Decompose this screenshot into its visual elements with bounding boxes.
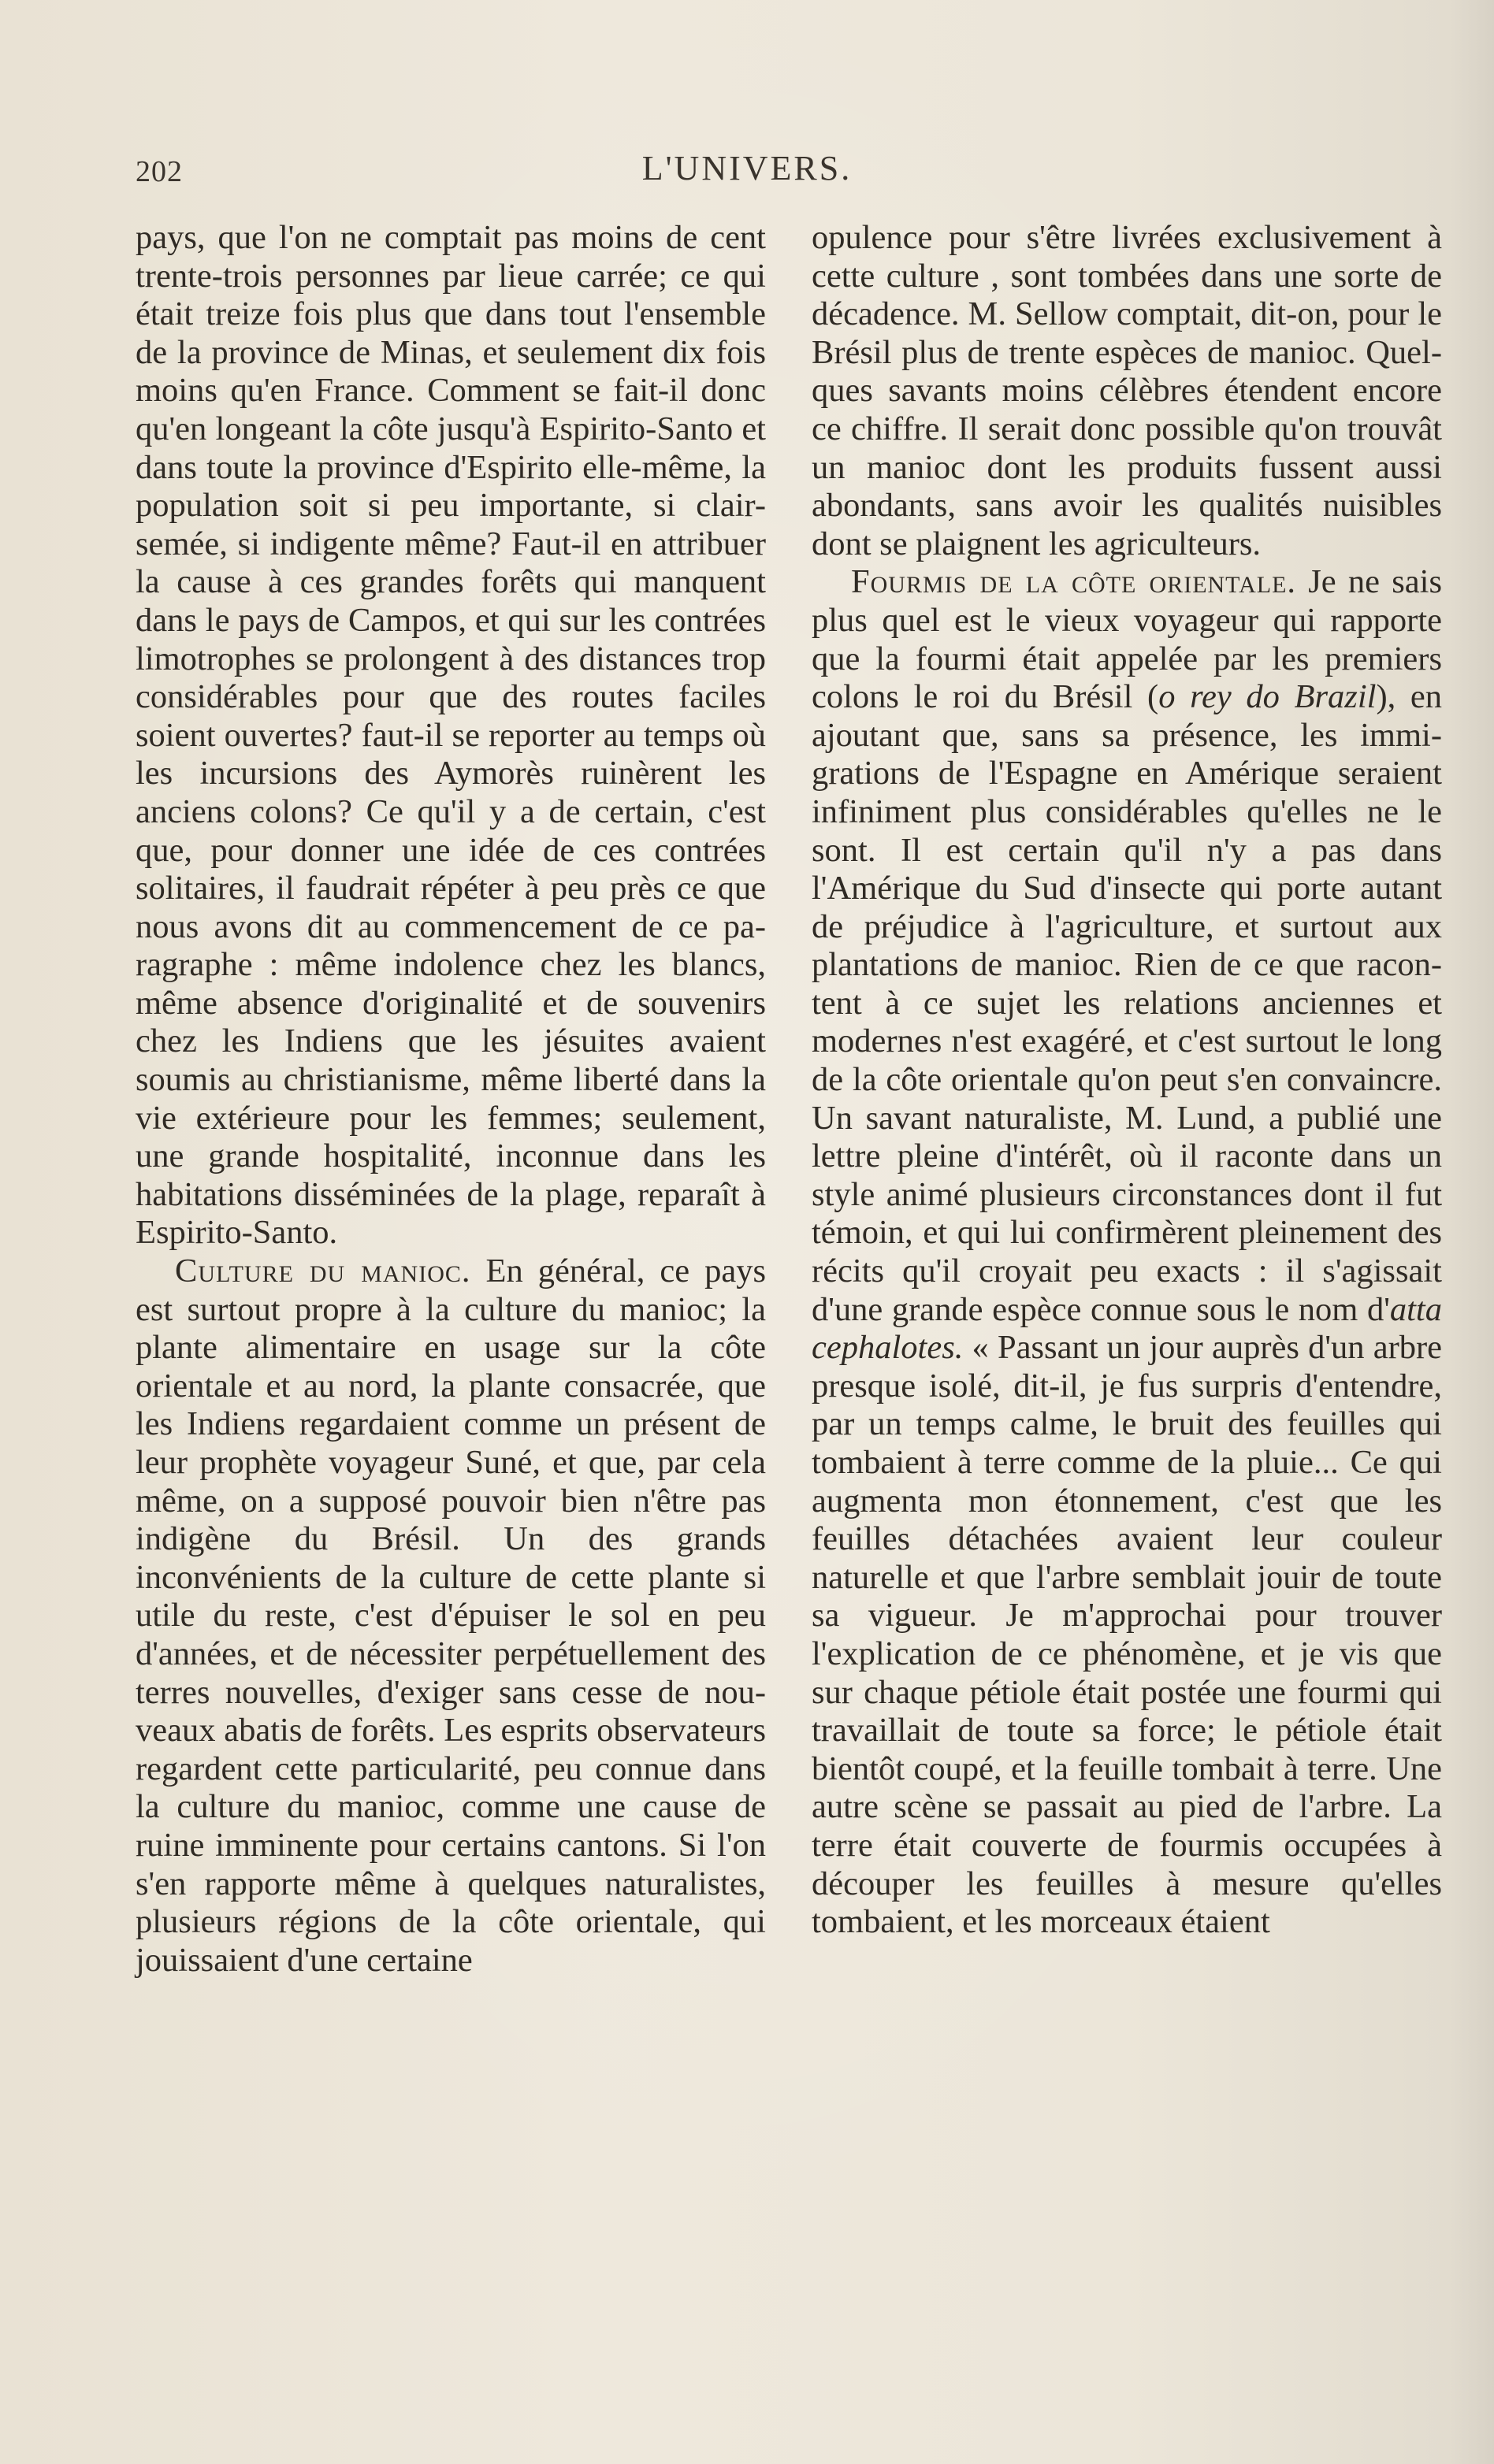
running-title: L'UNIVERS. [641, 149, 853, 187]
paragraph-fourmis [812, 563, 1442, 1941]
paragraph-text: « Passant un jour auprès d'un arbre presque isolé, dit-il, je fus surpris d'entendre, par un temps calme, le bruit des feuilles qui tombaient à terre comme de la pluie... Ce qui augmenta mon étonnement, c'est que les feuilles détachées avaient leur couleur naturelle et que l'arbre semblait jouir de toute sa vigueur. Je m'approchai pour trouver l'explication de ce phénomène, et je vis que sur chaque pétiole était postée une fourmi qui travaillait de toute sa force; le pétiole était bientôt coupé, et la feuille tombait à terre. Une autre scène se passait au pied de l'arbre. La terre était couverte de fourmis occupées à découper les feuilles à mesure qu'elles tombaient, et les morceaux étaient [812, 1329, 1442, 1941]
section-heading-fourmis: Fourmis de la côte orientale. [851, 563, 1297, 601]
species-name: atta cephalotes. [812, 1290, 1442, 1367]
paragraph-culture-du-manioc [136, 1252, 766, 1980]
paragraph-continuation: pays, que l'on ne comptait pas moins de cent trente-trois personnes par lieue carrée; ce qui était treize fois plus que dans tout l'ensemble de la province de Minas, et seulement dix fois moins qu'en France. Comment se fait-il donc qu'en longeant la côte jusqu'à Espirito-Santo et dans toute la province d'Espirito elle-même, la population soit si peu importante, si clair-semée, si indigente même? Faut-il en attribuer la cause à ces grandes forêts qui manquent dans le pays de Campos, et qui sur les contrées limotrophes se prolongent à des distances trop considérables pour que des routes faciles soient ouvertes? faut-il se reporter au temps où les incursions des Aymorès ruinèrent les anciens colons? Ce qu'il y a de certain, c'est que, pour donner une idée de ces contrées solitaires, il faudrait répéter à peu près ce que nous avons dit au commencement de ce paragraphe : même indolence chez les blancs, même absence d'originalité et de souvenirs chez les Indiens que les jésuites avaient soumis au christianisme, même liberté dans la vie extérieure pour les femmes; seulement, une grande hospitalité, inconnue dans les habitations disséminées de la plage, reparaît à Espirito-Santo. [136, 219, 766, 1252]
left-column [136, 219, 766, 1980]
page-number: 202 [136, 155, 183, 188]
right-column [812, 219, 1442, 1942]
paragraph-text: ), en ajoutant que, sans sa présence, les immigrations de l'Espagne en Amérique seraient infiniment plus considérables qu'elles ne le sont. Il est certain qu'il n'y a pas dans l'Amérique du Sud d'insecte qui porte autant de préjudice à l'agriculture, et surtout aux plantations de manioc. Rien de ce que racontent à ce sujet les relations anciennes et modernes n'est exagéré, et c'est surtout le long de la côte orientale qu'on peut s'en convaincre. Un savant naturaliste, M. Lund, a publié une lettre pleine d'intérêt, où il raconte dans un style animé plusieurs circonstances dont il fut témoin, et qui lui confirmèrent pleinement des récits qu'il croyait peu exacts : il s'agissait d'une grande espèce connue sous le nom d' [812, 678, 1442, 1328]
paragraph-continuation: opulence pour s'être livrées exclusivement à cette culture , sont tombées dans une sorte de décadence. M. Sellow comptait, dit-on, pour le Brésil plus de trente espèces de manioc. Quelques savants moins célèbres étendent encore ce chiffre. Il serait donc possible qu'on trouvât un manioc dont les produits fussent aussi abondants, sans avoir les qualités nuisibles dont se plaignent les agriculteurs. [812, 219, 1442, 562]
section-heading-culture-du-manioc: Culture du manioc. [175, 1252, 471, 1290]
paragraph-text: En général, ce pays est surtout propre à la culture du manioc; la plante alimentaire en usage sur la côte orientale et au nord, la plante consacrée, que les Indiens regardaient comme un présent de leur prophète voyageur Suné, et que, par cela même, on a supposé pouvoir bien n'être pas indigène du Brésil. Un des grands inconvénients de la culture de cette plante si utile du reste, c'est d'épuiser le sol en peu d'années, et de nécessiter perpétuellement des terres nouvelles, d'exiger sans cesse de nouveaux abatis de forêts. Les esprits observateurs regardent cette particularité, peu connue dans la culture du manioc, comme une cause de ruine imminente pour certains cantons. Si l'on s'en rapporte même à quelques naturalistes, plusieurs régions de la côte orientale, qui jouissaient d'une certaine [136, 1252, 766, 1979]
paragraph-text: Je ne sais plus quel est le vieux voyageur qui rapporte que la fourmi était appelée par les premiers colons le roi du Brésil ( [812, 563, 1442, 716]
italic-phrase: o rey do Brazil [1158, 678, 1377, 716]
